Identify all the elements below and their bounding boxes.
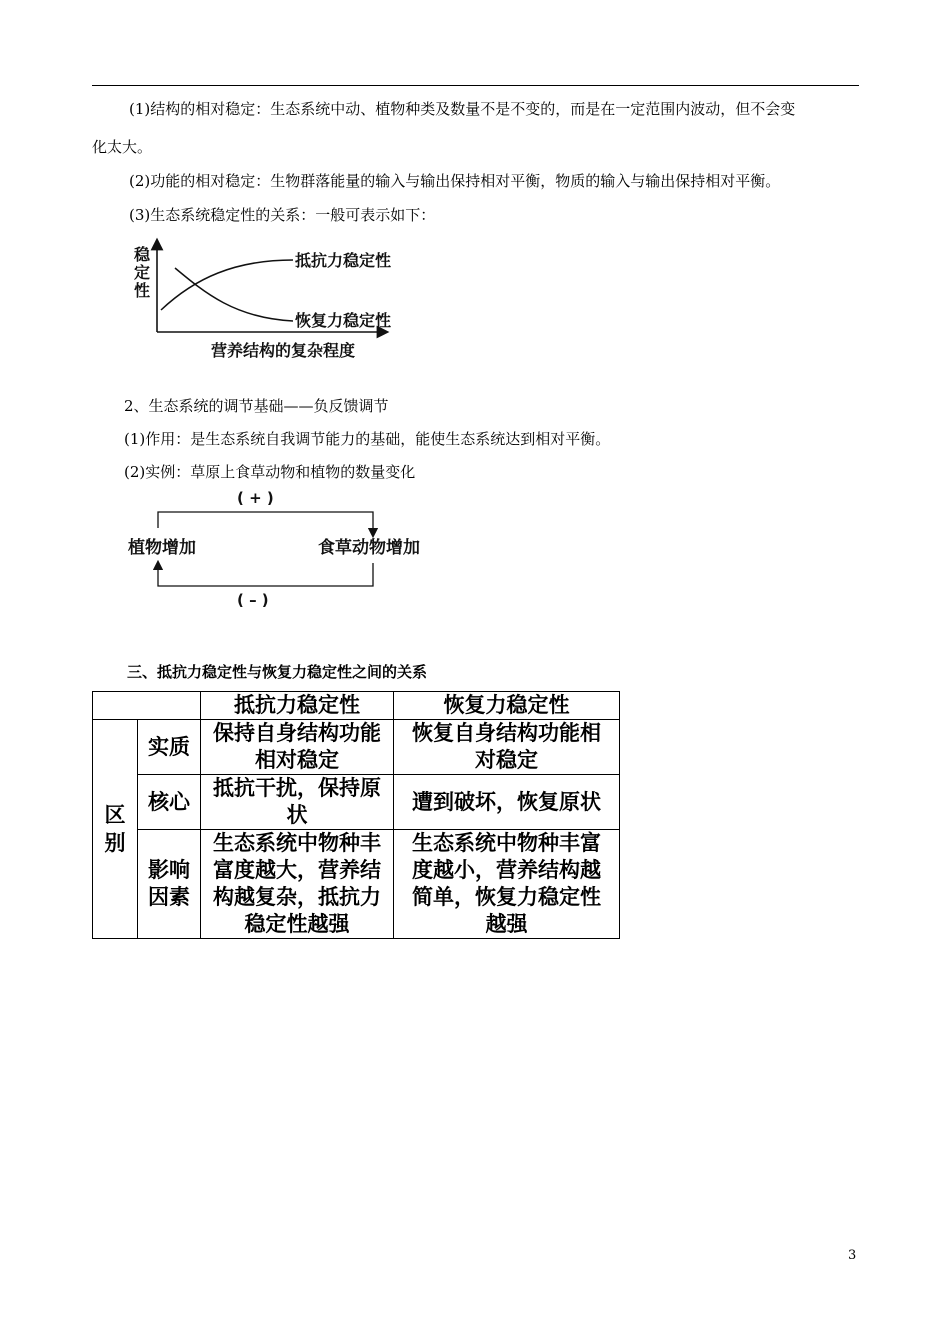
cell-resilience-factors bbox=[394, 830, 620, 939]
positive-sign: ( + ) bbox=[237, 489, 274, 507]
resistance-curve-label: 抵抗力稳定性 bbox=[295, 251, 392, 270]
negative-sign: ( – ) bbox=[237, 591, 269, 609]
group-label-char: 区 bbox=[104, 803, 126, 827]
cell-line: 越强 bbox=[485, 912, 528, 936]
cell-line: 度越小，营养结构越 bbox=[412, 858, 601, 882]
table-header-row bbox=[93, 692, 620, 720]
header-rule bbox=[92, 85, 859, 86]
herbivore-increase-node: 食草动物增加 bbox=[318, 538, 420, 558]
y-axis-label-3: 性 bbox=[134, 281, 151, 300]
cell-line: 状 bbox=[286, 803, 308, 827]
page-number: 3 bbox=[848, 1248, 857, 1263]
group-label-cell bbox=[93, 720, 138, 939]
cell-line: 富度越大，营养结 bbox=[213, 858, 381, 882]
paragraph-stability-relationship: (3)生态系统稳定性的关系：一般可表示如下： bbox=[129, 206, 436, 224]
cell-line: 稳定性越强 bbox=[244, 912, 350, 936]
row-label-essence: 实质 bbox=[138, 720, 201, 775]
row-label-factors bbox=[138, 830, 201, 939]
cell-line: 保持自身结构功能 bbox=[213, 721, 381, 745]
cell-line: 生态系统中物种丰富 bbox=[412, 831, 601, 855]
resilience-curve-label: 恢复力稳定性 bbox=[295, 311, 392, 330]
feedback-loop-figure bbox=[125, 485, 445, 610]
cell-line: 相对稳定 bbox=[255, 748, 339, 772]
top-arrow bbox=[158, 512, 373, 533]
paragraph-example: (2)实例：草原上食草动物和植物的数量变化 bbox=[124, 463, 416, 481]
cell-line: 抵抗干扰，保持原 bbox=[213, 776, 381, 800]
cell-line: 因素 bbox=[148, 885, 190, 909]
resilience-curve bbox=[175, 268, 293, 321]
paragraph-functional-stability: (2)功能的相对稳定：生物群落能量的输入与输出保持相对平衡，物质的输入与输出保持相对平衡。 bbox=[129, 172, 781, 190]
cell-line: 恢复自身结构功能相 bbox=[412, 721, 601, 745]
resistance-curve bbox=[161, 260, 293, 310]
header-resistance: 抵抗力稳定性 bbox=[201, 692, 394, 720]
cell-line: 生态系统中物种丰 bbox=[213, 831, 381, 855]
cell-line: 构越复杂，抵抗力 bbox=[213, 885, 381, 909]
table-row bbox=[93, 720, 620, 775]
y-axis-label-2: 定 bbox=[134, 263, 151, 282]
cell-line: 对稳定 bbox=[475, 748, 538, 772]
row-label-core: 核心 bbox=[138, 775, 201, 830]
x-axis-label: 营养结构的复杂程度 bbox=[211, 341, 356, 360]
cell-resistance-core bbox=[201, 775, 394, 830]
header-resilience: 恢复力稳定性 bbox=[394, 692, 620, 720]
table-row bbox=[93, 830, 620, 939]
paragraph-structural-stability-cont: 化太大。 bbox=[92, 138, 153, 156]
cell-line: 影响 bbox=[148, 858, 190, 882]
stability-curves-figure bbox=[125, 238, 425, 368]
cell-resistance-essence bbox=[201, 720, 394, 775]
section-heading: 三、抵抗力稳定性与恢复力稳定性之间的关系 bbox=[127, 663, 428, 681]
cell-resilience-essence bbox=[394, 720, 620, 775]
cell-line: 简单，恢复力稳定性 bbox=[412, 885, 601, 909]
paragraph-function: (1)作用：是生态系统自我调节能力的基础，能使生态系统达到相对平衡。 bbox=[124, 430, 611, 448]
cell-resilience-core: 遭到破坏，恢复原状 bbox=[394, 775, 620, 830]
paragraph-negative-feedback: 2、生态系统的调节基础——负反馈调节 bbox=[124, 397, 389, 415]
y-axis-label-1: 稳 bbox=[134, 245, 151, 264]
comparison-table bbox=[92, 691, 620, 939]
table-corner-cell bbox=[93, 692, 201, 720]
paragraph-structural-stability: (1)结构的相对稳定：生态系统中动、植物种类及数量不是不变的，而是在一定范围内波动，但不会变 bbox=[129, 100, 796, 118]
table-row bbox=[93, 775, 620, 830]
cell-resistance-factors bbox=[201, 830, 394, 939]
bottom-arrow bbox=[158, 563, 373, 586]
plant-increase-node: 植物增加 bbox=[128, 538, 196, 558]
group-label-char: 别 bbox=[104, 831, 126, 855]
